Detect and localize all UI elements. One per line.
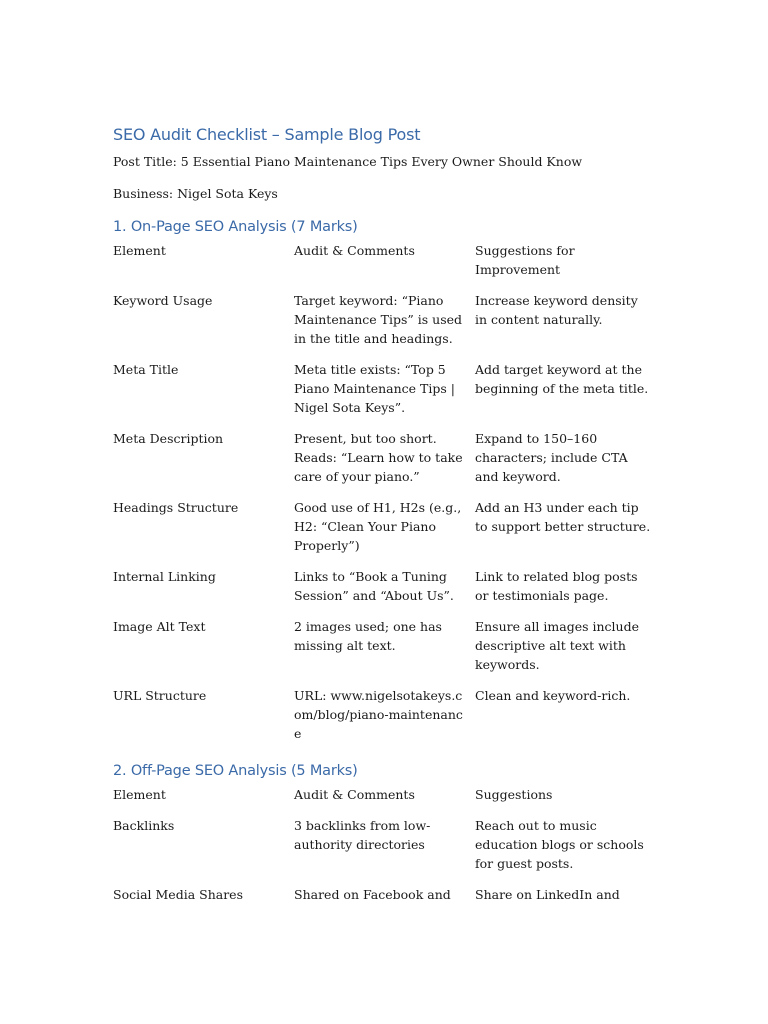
cell-suggestion: Add target keyword at the beginning of the meta title. (475, 362, 649, 396)
table-row (113, 885, 673, 904)
on-page-table (113, 241, 673, 743)
post-title-line: Post Title: 5 Essential Piano Maintenance Tips Every Owner Should Know (113, 154, 583, 169)
table-row (113, 498, 673, 555)
cell-suggestion: Add an H3 under each tip to support better structure. (475, 500, 651, 534)
off-page-table (113, 785, 673, 904)
table-row (113, 567, 673, 605)
document-title: SEO Audit Checklist – Sample Blog Post (113, 125, 421, 144)
cell-audit: Good use of H1, H2s (e.g., H2: “Clean Your Piano Properly”) (294, 500, 462, 553)
table-header-row (113, 241, 673, 279)
cell-audit: Present, but too short. Reads: “Learn how to take care of your piano.” (294, 431, 463, 484)
cell-suggestion: Expand to 150–160 characters; include CTA and keyword. (475, 431, 628, 484)
table-row (113, 816, 673, 873)
cell-audit: Target keyword: “Piano Maintenance Tips” is used in the title and headings. (294, 293, 463, 346)
section-heading-on-page: 1. On-Page SEO Analysis (7 Marks) (113, 219, 358, 235)
header-cell-audit: Audit & Comments (294, 787, 415, 802)
table-row (113, 686, 673, 743)
cell-suggestion: Ensure all images include descriptive alt text with keywords. (475, 619, 639, 672)
business-line: Business: Nigel Sota Keys (113, 186, 278, 201)
header-cell-element: Element (113, 787, 166, 802)
cell-element: Social Media Shares (113, 887, 243, 902)
cell-element: URL Structure (113, 688, 207, 703)
cell-audit: Shared on Facebook and (294, 887, 451, 902)
cell-audit: Links to “Book a Tuning Session” and “About Us”. (294, 569, 454, 603)
cell-element: Backlinks (113, 818, 175, 833)
table-row (113, 429, 673, 486)
cell-audit: URL: www.nigelsotakeys.com/blog/piano-maintenance (294, 688, 463, 741)
document-page (113, 124, 673, 916)
header-cell-element: Element (113, 243, 166, 258)
cell-element: Image Alt Text (113, 619, 206, 634)
table-header-row (113, 785, 673, 804)
header-cell-audit: Audit & Comments (294, 243, 415, 258)
table-row (113, 617, 673, 674)
cell-suggestion: Share on LinkedIn and (475, 887, 620, 902)
table-row (113, 360, 673, 417)
section-heading-off-page: 2. Off-Page SEO Analysis (5 Marks) (113, 763, 358, 779)
cell-audit: 3 backlinks from low-authority directories (294, 818, 431, 852)
cell-element: Keyword Usage (113, 293, 213, 308)
cell-audit: Meta title exists: “Top 5 Piano Maintenance Tips | Nigel Sota Keys”. (294, 362, 455, 415)
cell-element: Meta Description (113, 431, 224, 446)
cell-element: Meta Title (113, 362, 179, 377)
table-row (113, 291, 673, 348)
header-cell-suggestions: Suggestions (475, 787, 553, 802)
cell-element: Headings Structure (113, 500, 239, 515)
cell-suggestion: Increase keyword density in content naturally. (475, 293, 638, 327)
header-cell-suggestions: Suggestions for Improvement (475, 243, 575, 277)
cell-element: Internal Linking (113, 569, 216, 584)
cell-suggestion: Clean and keyword-rich. (475, 688, 631, 703)
cell-suggestion: Reach out to music education blogs or schools for guest posts. (475, 818, 644, 871)
cell-audit: 2 images used; one has missing alt text. (294, 619, 442, 653)
cell-suggestion: Link to related blog posts or testimonials page. (475, 569, 638, 603)
